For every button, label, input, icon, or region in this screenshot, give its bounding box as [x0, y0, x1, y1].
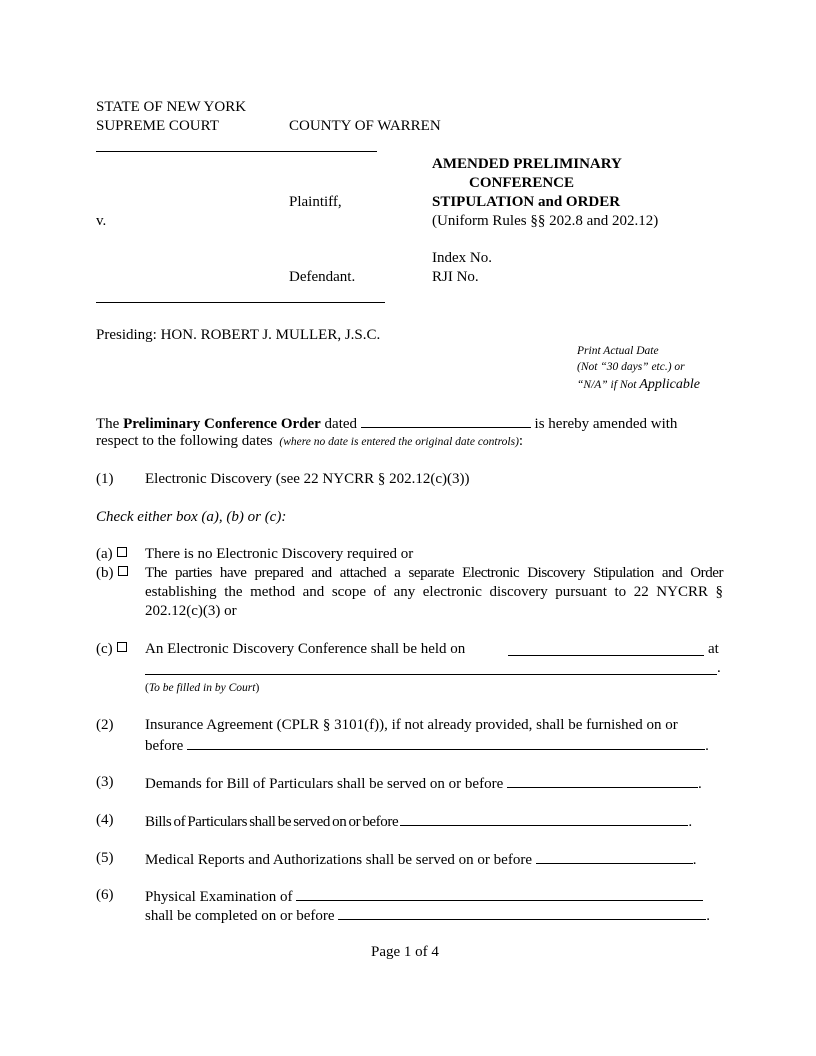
- physical-exam-date-field[interactable]: [338, 905, 706, 920]
- option-a-label: [96, 545, 127, 564]
- date-note-line-3: [577, 375, 700, 394]
- order-name: Preliminary Conference Order: [123, 416, 321, 432]
- option-a-checkbox[interactable]: [117, 547, 127, 557]
- court-fill-note-text: To be filled in by Court: [148, 682, 256, 694]
- intro-colon: :: [518, 433, 524, 449]
- item-5-number: (5): [96, 850, 114, 866]
- item-2-period: .: [705, 738, 709, 754]
- title-line-1: AMENDED PRELIMINARY: [432, 156, 622, 172]
- item-5-line: [145, 849, 696, 870]
- title-line-3: STIPULATION and ORDER: [432, 194, 621, 210]
- demands-date-field[interactable]: [507, 773, 698, 788]
- option-b-line-1: The parties have prepared and attached a separate Electronic Discovery Stipulation and Order: [145, 565, 723, 581]
- item-6-line-1: [145, 886, 703, 907]
- court-heading: SUPREME COURT: [96, 118, 219, 134]
- intro-dated: dated: [320, 416, 361, 432]
- item-6-line-2: [145, 905, 710, 926]
- date-note-line-2: (Not “30 days” etc.) or: [577, 361, 685, 373]
- intro-note: (where no date is entered the original date controls): [279, 436, 519, 448]
- presiding-judge: Presiding: HON. ROBERT J. MULLER, J.S.C.: [96, 327, 381, 343]
- item-5-text: Medical Reports and Authorizations shall be served on or before: [145, 852, 532, 868]
- option-c-text: An Electronic Discovery Conference shall be held on: [145, 641, 466, 657]
- date-note-applicable: Applicable: [639, 377, 700, 392]
- index-no: Index No.: [432, 250, 492, 266]
- option-c-at: at: [708, 641, 719, 657]
- caption-top-rule: [96, 151, 377, 152]
- court-fill-note: (To be filled in by Court): [145, 682, 260, 694]
- item-4-number: (4): [96, 812, 114, 828]
- option-b-line-3: 202.12(c)(3) or: [145, 603, 237, 619]
- uniform-rules: (Uniform Rules §§ 202.8 and 202.12): [432, 213, 659, 229]
- item-6-number: (6): [96, 887, 114, 903]
- plaintiff-label: Plaintiff,: [289, 194, 342, 210]
- item-3-text: Demands for Bill of Particulars shall be served on or before: [145, 776, 504, 792]
- insurance-date-field[interactable]: [187, 735, 705, 750]
- item-4-line: [145, 811, 692, 832]
- item-3-period: .: [697, 776, 702, 792]
- rji-no: RJI No.: [432, 269, 479, 285]
- item-3-line: [145, 773, 702, 794]
- item-2-number: (2): [96, 717, 114, 733]
- item-2-line-2: [145, 735, 709, 756]
- caption-bottom-rule: [96, 302, 385, 303]
- intro-the: The: [96, 416, 124, 432]
- item-6-period: .: [706, 908, 711, 924]
- intro-line-1: [96, 413, 677, 434]
- page-number: Page 1 of 4: [371, 944, 439, 960]
- option-c-letter: (c): [96, 641, 113, 657]
- option-b-line-2: establishing the method and scope of any electronic discovery pursuant to 22 NYCRR §: [145, 584, 723, 600]
- conference-date-field[interactable]: [508, 641, 704, 656]
- item-4-period: .: [688, 814, 692, 830]
- intro-respect: respect to the following dates: [96, 433, 277, 449]
- conference-location-field[interactable]: [145, 660, 717, 675]
- date-note-na: “N/A” if Not: [577, 379, 640, 391]
- state-heading: STATE OF NEW YORK: [96, 99, 247, 115]
- item-6-text-2: shall be completed on or before: [145, 908, 335, 924]
- date-note-line-1: Print Actual Date: [577, 345, 659, 357]
- item-6-text-1: Physical Examination of: [145, 889, 293, 905]
- option-c-checkbox[interactable]: [117, 642, 127, 652]
- medical-date-field[interactable]: [536, 849, 693, 864]
- item-1-text: Electronic Discovery (see 22 NYCRR § 202.12(c)(3)): [145, 471, 470, 487]
- option-b-letter: (b): [96, 565, 114, 581]
- item-1-number: (1): [96, 471, 114, 487]
- option-c-label: [96, 640, 127, 659]
- county-heading: COUNTY OF WARREN: [289, 118, 441, 134]
- item-4-text: Bills of Particulars shall be served on or before: [145, 814, 399, 830]
- option-a-text: There is no Electronic Discovery required or: [145, 546, 414, 562]
- title-line-2: CONFERENCE: [469, 175, 575, 191]
- order-date-field[interactable]: [361, 413, 531, 428]
- item-3-number: (3): [96, 774, 114, 790]
- option-c-period: .: [717, 660, 721, 676]
- versus-label: v.: [96, 213, 107, 229]
- physical-exam-party-field[interactable]: [296, 886, 703, 901]
- item-2-before: before: [145, 738, 184, 754]
- bills-date-field[interactable]: [400, 811, 688, 826]
- option-b-checkbox[interactable]: [118, 566, 128, 576]
- defendant-label: Defendant.: [289, 269, 356, 285]
- intro-amended: is hereby amended with: [530, 416, 678, 432]
- option-a-letter: (a): [96, 546, 113, 562]
- item-2-line-1: Insurance Agreement (CPLR § 3101(f)), if not already provided, shall be furnished on or: [145, 717, 678, 733]
- item-5-period: .: [692, 852, 697, 868]
- intro-line-2: [96, 432, 523, 452]
- option-b-label: [96, 564, 128, 583]
- check-box-instruction: Check either box (a), (b) or (c):: [96, 509, 287, 525]
